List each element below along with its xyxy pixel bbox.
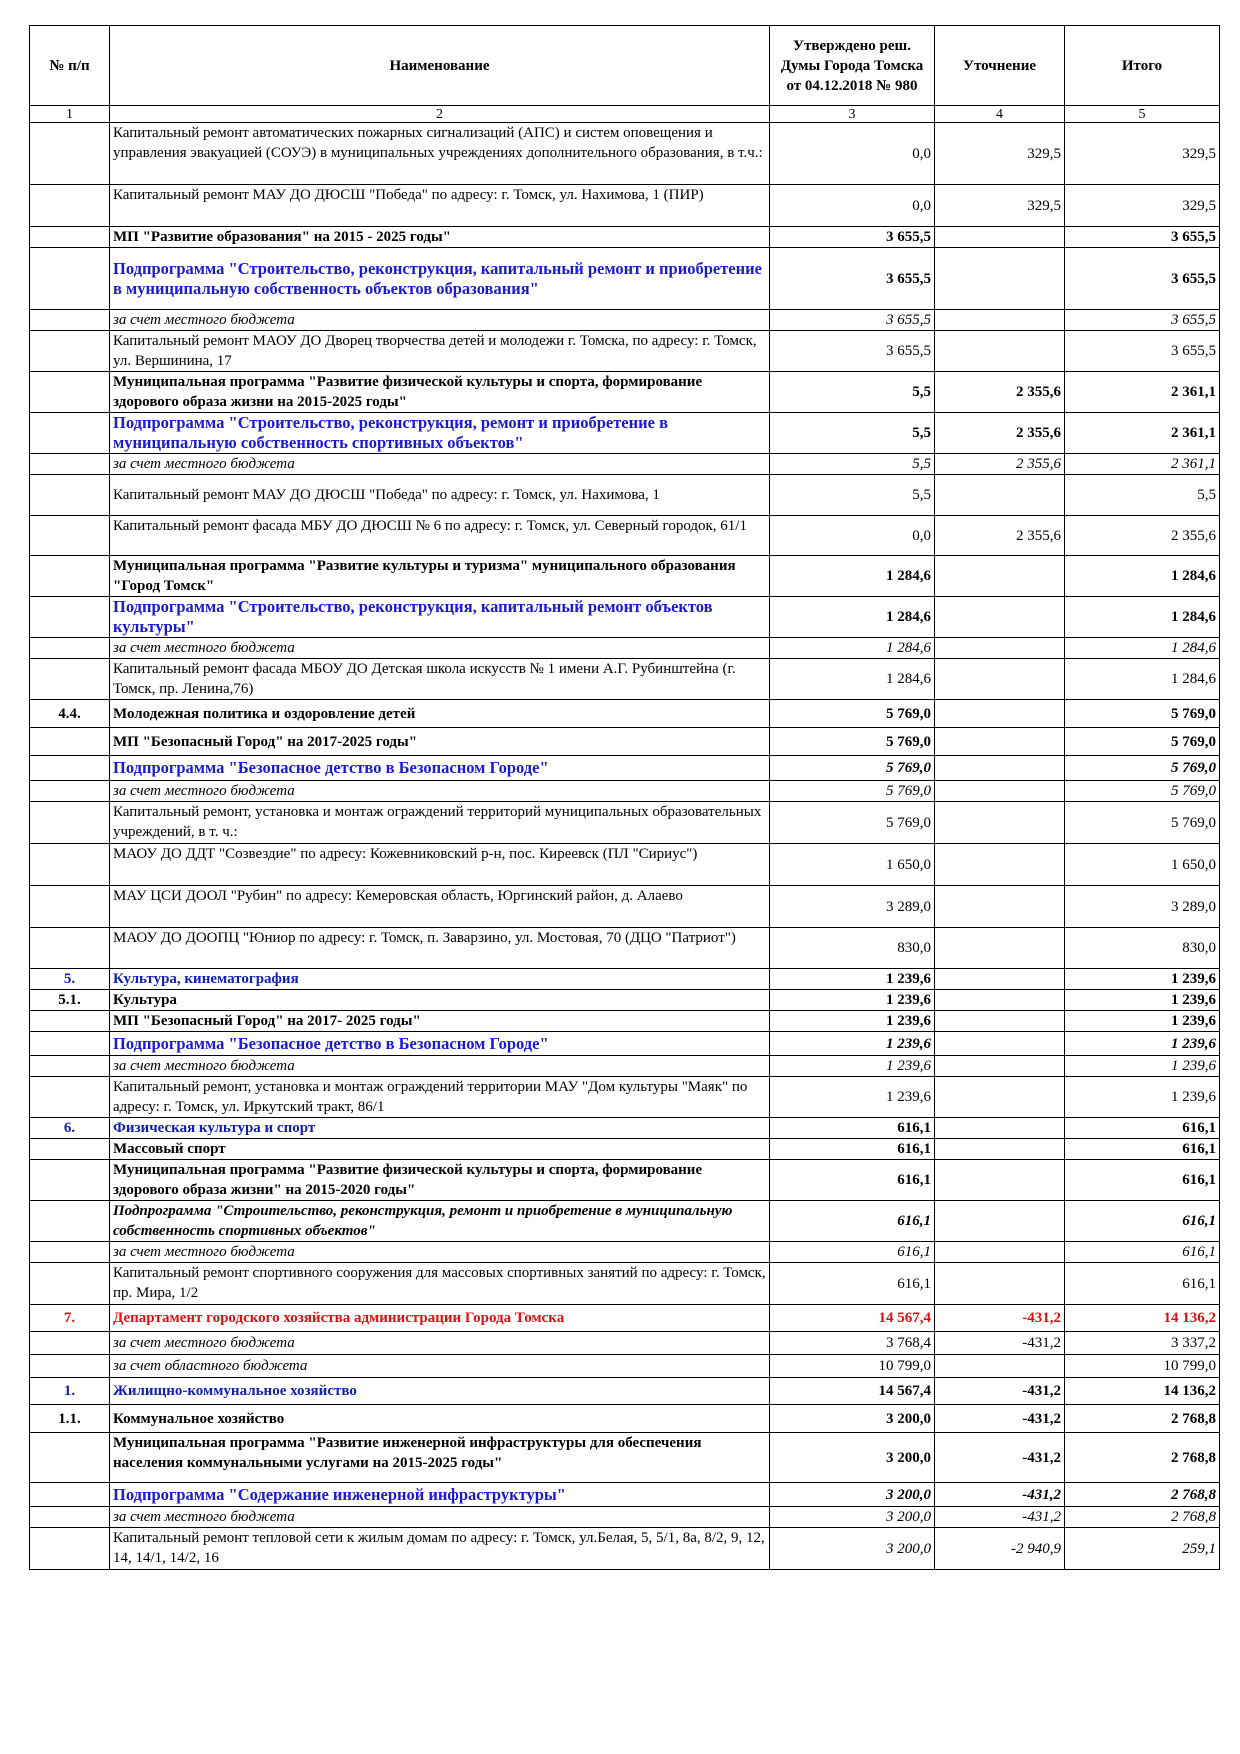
row-total: 5 769,0	[1065, 728, 1220, 756]
row-total: 2 355,6	[1065, 516, 1220, 556]
row-total: 1 239,6	[1065, 1032, 1220, 1056]
row-number: 1.	[30, 1378, 110, 1405]
row-approved: 616,1	[770, 1263, 935, 1305]
row-correction: 329,5	[935, 185, 1065, 227]
row-total: 1 650,0	[1065, 844, 1220, 886]
row-correction: 2 355,6	[935, 516, 1065, 556]
row-total: 329,5	[1065, 185, 1220, 227]
row-approved: 5 769,0	[770, 756, 935, 781]
row-number: 5.1.	[30, 990, 110, 1011]
row-correction	[935, 802, 1065, 844]
row-number: 4.4.	[30, 700, 110, 728]
row-total: 3 655,5	[1065, 331, 1220, 372]
row-number	[30, 556, 110, 597]
row-name: за счет областного бюджета	[110, 1355, 770, 1378]
row-total: 616,1	[1065, 1242, 1220, 1263]
row-number	[30, 1355, 110, 1378]
row-correction	[935, 331, 1065, 372]
row-correction: -431,2	[935, 1305, 1065, 1332]
row-total: 616,1	[1065, 1118, 1220, 1139]
row-name: Подпрограмма "Содержание инженерной инфраструктуры"	[110, 1483, 770, 1507]
header-approved-line1: Утверждено реш.	[793, 37, 911, 54]
row-number	[30, 248, 110, 310]
row-name: Капитальный ремонт тепловой сети к жилым домам по адресу: г. Томск, ул.Белая, 5, 5/1, 8а, 8/2, 9, 12, 14, 14/1, 14/2, 16	[110, 1528, 770, 1570]
table-row	[30, 1139, 1220, 1160]
row-name: Подпрограмма "Строительство, реконструкция, капитальный ремонт объектов культуры"	[110, 597, 770, 638]
row-name: за счет местного бюджета	[110, 454, 770, 475]
row-approved: 3 655,5	[770, 331, 935, 372]
table-row	[30, 700, 1220, 728]
row-approved: 0,0	[770, 185, 935, 227]
row-approved: 830,0	[770, 928, 935, 969]
row-total: 3 655,5	[1065, 310, 1220, 331]
table-row	[30, 638, 1220, 659]
table-row	[30, 227, 1220, 248]
row-total: 830,0	[1065, 928, 1220, 969]
column-index: 1	[30, 106, 110, 123]
row-approved: 3 655,5	[770, 310, 935, 331]
row-name: Капитальный ремонт фасада МБОУ ДО Детская школа искусств № 1 имени А.Г. Рубинштейна (г. Томск, пр. Ленина,76)	[110, 659, 770, 700]
header-approved-line2: Думы Города Томска	[780, 57, 924, 74]
row-correction	[935, 1077, 1065, 1118]
row-approved: 5,5	[770, 475, 935, 516]
row-correction: -431,2	[935, 1433, 1065, 1483]
table-row	[30, 728, 1220, 756]
row-correction	[935, 248, 1065, 310]
row-number	[30, 659, 110, 700]
row-total: 616,1	[1065, 1201, 1220, 1242]
column-index: 4	[935, 106, 1065, 123]
row-correction: 2 355,6	[935, 413, 1065, 454]
row-correction	[935, 990, 1065, 1011]
table-row	[30, 969, 1220, 990]
row-number	[30, 1263, 110, 1305]
row-name: Капитальный ремонт, установка и монтаж ограждений территорий муниципальных образовательных учреждений, в т. ч.:	[110, 802, 770, 844]
row-correction	[935, 475, 1065, 516]
row-number	[30, 475, 110, 516]
row-total: 5,5	[1065, 475, 1220, 516]
row-total: 3 655,5	[1065, 227, 1220, 248]
row-correction	[935, 310, 1065, 331]
table-row	[30, 1483, 1220, 1507]
row-name: Подпрограмма "Строительство, реконструкция, капитальный ремонт и приобретение в муниципальную собственность объектов образования"	[110, 248, 770, 310]
row-correction	[935, 700, 1065, 728]
row-approved: 14 567,4	[770, 1378, 935, 1405]
row-number	[30, 802, 110, 844]
row-approved: 1 284,6	[770, 659, 935, 700]
row-name: Муниципальная программа "Развитие культуры и туризма" муниципального образования "Город Томск"	[110, 556, 770, 597]
row-name: за счет местного бюджета	[110, 1332, 770, 1355]
table-row	[30, 928, 1220, 969]
row-correction	[935, 1056, 1065, 1077]
row-number	[30, 413, 110, 454]
row-number	[30, 886, 110, 928]
table-row	[30, 756, 1220, 781]
row-correction	[935, 556, 1065, 597]
row-total: 2 768,8	[1065, 1433, 1220, 1483]
header-correction: Уточнение	[935, 26, 1065, 106]
row-total: 5 769,0	[1065, 802, 1220, 844]
row-name: МП "Развитие образования" на 2015 - 2025 годы"	[110, 227, 770, 248]
row-approved: 5,5	[770, 454, 935, 475]
row-approved: 616,1	[770, 1118, 935, 1139]
table-row	[30, 248, 1220, 310]
row-name: за счет местного бюджета	[110, 310, 770, 331]
row-number	[30, 331, 110, 372]
row-approved: 1 239,6	[770, 990, 935, 1011]
row-number: 1.1.	[30, 1405, 110, 1433]
row-approved: 1 239,6	[770, 1011, 935, 1032]
row-name: Подпрограмма "Безопасное детство в Безопасном Городе"	[110, 756, 770, 781]
table-row	[30, 781, 1220, 802]
row-name: Подпрограмма "Строительство, реконструкция, ремонт и приобретение в муниципальную собственность спортивных объектов"	[110, 413, 770, 454]
row-number	[30, 372, 110, 413]
row-total: 616,1	[1065, 1160, 1220, 1201]
row-approved: 1 284,6	[770, 638, 935, 659]
row-correction	[935, 728, 1065, 756]
row-name: Массовый спорт	[110, 1139, 770, 1160]
row-number	[30, 756, 110, 781]
row-name: МП "Безопасный Город" на 2017-2025 годы"	[110, 728, 770, 756]
row-number	[30, 928, 110, 969]
row-name: за счет местного бюджета	[110, 638, 770, 659]
row-total: 1 239,6	[1065, 1011, 1220, 1032]
table-row	[30, 1378, 1220, 1405]
header-row	[30, 26, 1220, 106]
table-row	[30, 516, 1220, 556]
row-approved: 3 768,4	[770, 1332, 935, 1355]
row-approved: 1 239,6	[770, 1056, 935, 1077]
header-approved	[770, 26, 935, 106]
table-row	[30, 1528, 1220, 1570]
table-row	[30, 556, 1220, 597]
row-correction	[935, 659, 1065, 700]
row-name: Капитальный ремонт МАУ ДО ДЮСШ "Победа" по адресу: г. Томск, ул. Нахимова, 1	[110, 475, 770, 516]
row-number	[30, 1507, 110, 1528]
row-number	[30, 1160, 110, 1201]
table-row	[30, 1242, 1220, 1263]
table-row	[30, 1305, 1220, 1332]
row-correction: 2 355,6	[935, 454, 1065, 475]
table-row	[30, 123, 1220, 185]
row-approved: 3 655,5	[770, 248, 935, 310]
row-correction	[935, 1011, 1065, 1032]
row-number	[30, 1483, 110, 1507]
table-row	[30, 1077, 1220, 1118]
row-name: за счет местного бюджета	[110, 1507, 770, 1528]
row-name: МАУ ЦСИ ДООЛ "Рубин" по адресу: Кемеровская область, Юргинский район, д. Алаево	[110, 886, 770, 928]
row-correction: -431,2	[935, 1332, 1065, 1355]
row-correction	[935, 928, 1065, 969]
table-row	[30, 310, 1220, 331]
table-row	[30, 1201, 1220, 1242]
table-row	[30, 331, 1220, 372]
row-approved: 3 289,0	[770, 886, 935, 928]
row-approved: 0,0	[770, 123, 935, 185]
row-approved: 616,1	[770, 1242, 935, 1263]
table-row	[30, 372, 1220, 413]
row-total: 1 284,6	[1065, 556, 1220, 597]
row-total: 1 239,6	[1065, 969, 1220, 990]
table-row	[30, 454, 1220, 475]
row-name: Капитальный ремонт фасада МБУ ДО ДЮСШ № 6 по адресу: г. Томск, ул. Северный городок, 61/1	[110, 516, 770, 556]
row-approved: 5 769,0	[770, 728, 935, 756]
table-row	[30, 1332, 1220, 1355]
table-row	[30, 1011, 1220, 1032]
column-index: 2	[110, 106, 770, 123]
row-total: 616,1	[1065, 1263, 1220, 1305]
row-approved: 3 200,0	[770, 1433, 935, 1483]
row-total: 3 289,0	[1065, 886, 1220, 928]
row-name: Культура, кинематография	[110, 969, 770, 990]
row-total: 2 361,1	[1065, 454, 1220, 475]
row-approved: 3 200,0	[770, 1528, 935, 1570]
row-approved: 1 239,6	[770, 1077, 935, 1118]
table-row	[30, 1507, 1220, 1528]
row-number	[30, 1032, 110, 1056]
table-row	[30, 185, 1220, 227]
row-name: Подпрограмма "Безопасное детство в Безопасном Городе"	[110, 1032, 770, 1056]
row-total: 1 284,6	[1065, 659, 1220, 700]
row-correction	[935, 227, 1065, 248]
row-total: 1 239,6	[1065, 990, 1220, 1011]
column-index: 5	[1065, 106, 1220, 123]
row-name: Капитальный ремонт, установка и монтаж ограждений территории МАУ "Дом культуры "Маяк" по адресу: г. Томск, ул. Иркутский тракт, 86/1	[110, 1077, 770, 1118]
row-total: 3 337,2	[1065, 1332, 1220, 1355]
row-correction	[935, 844, 1065, 886]
header-name: Наименование	[110, 26, 770, 106]
row-total: 3 655,5	[1065, 248, 1220, 310]
row-correction: -431,2	[935, 1378, 1065, 1405]
table-row	[30, 1056, 1220, 1077]
column-index: 3	[770, 106, 935, 123]
row-name: Муниципальная программа "Развитие физической культуры и спорта, формирование здорового образа жизни" на 2015-2020 годы"	[110, 1160, 770, 1201]
header-total: Итого	[1065, 26, 1220, 106]
row-name: Подпрограмма "Строительство, реконструкция, ремонт и приобретение в муниципальную собственность спортивных объектов"	[110, 1201, 770, 1242]
row-name: Капитальный ремонт МАОУ ДО Дворец творчества детей и молодежи г. Томска, по адресу: г. Томск, ул. Вершинина, 17	[110, 331, 770, 372]
row-approved: 14 567,4	[770, 1305, 935, 1332]
table-body	[30, 123, 1220, 1570]
row-correction: -2 940,9	[935, 1528, 1065, 1570]
row-approved: 3 200,0	[770, 1507, 935, 1528]
row-approved: 1 284,6	[770, 597, 935, 638]
table-row	[30, 659, 1220, 700]
row-name: Коммунальное хозяйство	[110, 1405, 770, 1433]
table-row	[30, 1263, 1220, 1305]
row-correction	[935, 1160, 1065, 1201]
row-number	[30, 1056, 110, 1077]
row-approved: 1 239,6	[770, 1032, 935, 1056]
row-correction	[935, 1139, 1065, 1160]
row-name: за счет местного бюджета	[110, 1056, 770, 1077]
row-name: Муниципальная программа "Развитие инженерной инфраструктуры для обеспечения населения коммунальными услугами на 2015-2025 годы"	[110, 1433, 770, 1483]
table-row	[30, 990, 1220, 1011]
row-approved: 616,1	[770, 1201, 935, 1242]
row-correction	[935, 1263, 1065, 1305]
row-total: 1 239,6	[1065, 1077, 1220, 1118]
row-correction: -431,2	[935, 1483, 1065, 1507]
row-total: 1 239,6	[1065, 1056, 1220, 1077]
row-total: 616,1	[1065, 1139, 1220, 1160]
row-name: Капитальный ремонт спортивного сооружения для массовых спортивных занятий по адресу: г. Томск, пр. Мира, 1/2	[110, 1263, 770, 1305]
row-approved: 5 769,0	[770, 700, 935, 728]
row-number	[30, 1139, 110, 1160]
row-number: 6.	[30, 1118, 110, 1139]
row-name: Капитальный ремонт автоматических пожарных сигнализаций (АПС) и систем оповещения и управления эвакуацией (СОУЭ) в муниципальных учреждениях дополнительного образования, в т.ч.:	[110, 123, 770, 185]
row-name: МП "Безопасный Город" на 2017- 2025 годы"	[110, 1011, 770, 1032]
row-number	[30, 728, 110, 756]
table-row	[30, 1160, 1220, 1201]
row-number	[30, 597, 110, 638]
row-number	[30, 227, 110, 248]
table-row	[30, 1118, 1220, 1139]
row-total: 2 768,8	[1065, 1507, 1220, 1528]
row-correction: -431,2	[935, 1507, 1065, 1528]
row-correction	[935, 1242, 1065, 1263]
row-total: 2 361,1	[1065, 372, 1220, 413]
budget-table	[29, 25, 1220, 1570]
table-row	[30, 886, 1220, 928]
table-row	[30, 844, 1220, 886]
row-number: 5.	[30, 969, 110, 990]
row-name: за счет местного бюджета	[110, 781, 770, 802]
table-row	[30, 1355, 1220, 1378]
row-total: 1 284,6	[1065, 597, 1220, 638]
row-total: 2 768,8	[1065, 1405, 1220, 1433]
row-correction	[935, 1201, 1065, 1242]
row-approved: 10 799,0	[770, 1355, 935, 1378]
table-row	[30, 413, 1220, 454]
row-number	[30, 1433, 110, 1483]
row-number	[30, 123, 110, 185]
column-index-row	[30, 106, 1220, 123]
table-row	[30, 597, 1220, 638]
row-total: 1 284,6	[1065, 638, 1220, 659]
row-name: Департамент городского хозяйства администрации Города Томска	[110, 1305, 770, 1332]
row-name: МАОУ ДО ДДТ "Созвездие" по адресу: Кожевниковский р-н, пос. Киреевск (ПЛ "Сириус")	[110, 844, 770, 886]
table-row	[30, 1433, 1220, 1483]
row-name: МАОУ ДО ДООПЦ "Юниор по адресу: г. Томск, п. Заварзино, ул. Мостовая, 70 (ДЦО "Патриот")	[110, 928, 770, 969]
row-total: 14 136,2	[1065, 1378, 1220, 1405]
row-number	[30, 1332, 110, 1355]
row-approved: 616,1	[770, 1139, 935, 1160]
row-name: Муниципальная программа "Развитие физической культуры и спорта, формирование здорового образа жизни на 2015-2025 годы"	[110, 372, 770, 413]
row-correction	[935, 1118, 1065, 1139]
header-number: № п/п	[30, 26, 110, 106]
row-approved: 3 200,0	[770, 1483, 935, 1507]
row-total: 2 768,8	[1065, 1483, 1220, 1507]
row-approved: 1 650,0	[770, 844, 935, 886]
row-correction	[935, 886, 1065, 928]
row-total: 14 136,2	[1065, 1305, 1220, 1332]
row-number	[30, 781, 110, 802]
row-name: Молодежная политика и оздоровление детей	[110, 700, 770, 728]
row-correction	[935, 756, 1065, 781]
row-correction	[935, 597, 1065, 638]
row-correction	[935, 1355, 1065, 1378]
row-approved: 1 239,6	[770, 969, 935, 990]
row-approved: 0,0	[770, 516, 935, 556]
row-number	[30, 638, 110, 659]
row-correction	[935, 781, 1065, 802]
row-correction: 329,5	[935, 123, 1065, 185]
row-approved: 616,1	[770, 1160, 935, 1201]
row-total: 259,1	[1065, 1528, 1220, 1570]
row-approved: 5,5	[770, 413, 935, 454]
table-row	[30, 1032, 1220, 1056]
row-number	[30, 1528, 110, 1570]
table-row	[30, 475, 1220, 516]
row-number	[30, 1242, 110, 1263]
row-approved: 1 284,6	[770, 556, 935, 597]
row-total: 5 769,0	[1065, 781, 1220, 802]
row-total: 5 769,0	[1065, 756, 1220, 781]
row-name: Жилищно-коммунальное хозяйство	[110, 1378, 770, 1405]
row-approved: 3 200,0	[770, 1405, 935, 1433]
row-correction	[935, 638, 1065, 659]
row-number	[30, 1201, 110, 1242]
row-number	[30, 310, 110, 331]
table-row	[30, 802, 1220, 844]
row-correction: 2 355,6	[935, 372, 1065, 413]
row-approved: 5 769,0	[770, 781, 935, 802]
row-name: Культура	[110, 990, 770, 1011]
row-correction	[935, 1032, 1065, 1056]
row-approved: 5,5	[770, 372, 935, 413]
row-number	[30, 185, 110, 227]
row-approved: 5 769,0	[770, 802, 935, 844]
row-total: 10 799,0	[1065, 1355, 1220, 1378]
row-number	[30, 1011, 110, 1032]
row-number	[30, 844, 110, 886]
row-total: 2 361,1	[1065, 413, 1220, 454]
row-number	[30, 516, 110, 556]
row-number	[30, 454, 110, 475]
row-name: Физическая культура и спорт	[110, 1118, 770, 1139]
row-correction: -431,2	[935, 1405, 1065, 1433]
row-number	[30, 1077, 110, 1118]
row-name: Капитальный ремонт МАУ ДО ДЮСШ "Победа" по адресу: г. Томск, ул. Нахимова, 1 (ПИР)	[110, 185, 770, 227]
header-approved-line3: от 04.12.2018 № 980	[786, 77, 918, 94]
row-total: 329,5	[1065, 123, 1220, 185]
row-total: 5 769,0	[1065, 700, 1220, 728]
row-correction	[935, 969, 1065, 990]
row-name: за счет местного бюджета	[110, 1242, 770, 1263]
row-number: 7.	[30, 1305, 110, 1332]
table-row	[30, 1405, 1220, 1433]
row-approved: 3 655,5	[770, 227, 935, 248]
